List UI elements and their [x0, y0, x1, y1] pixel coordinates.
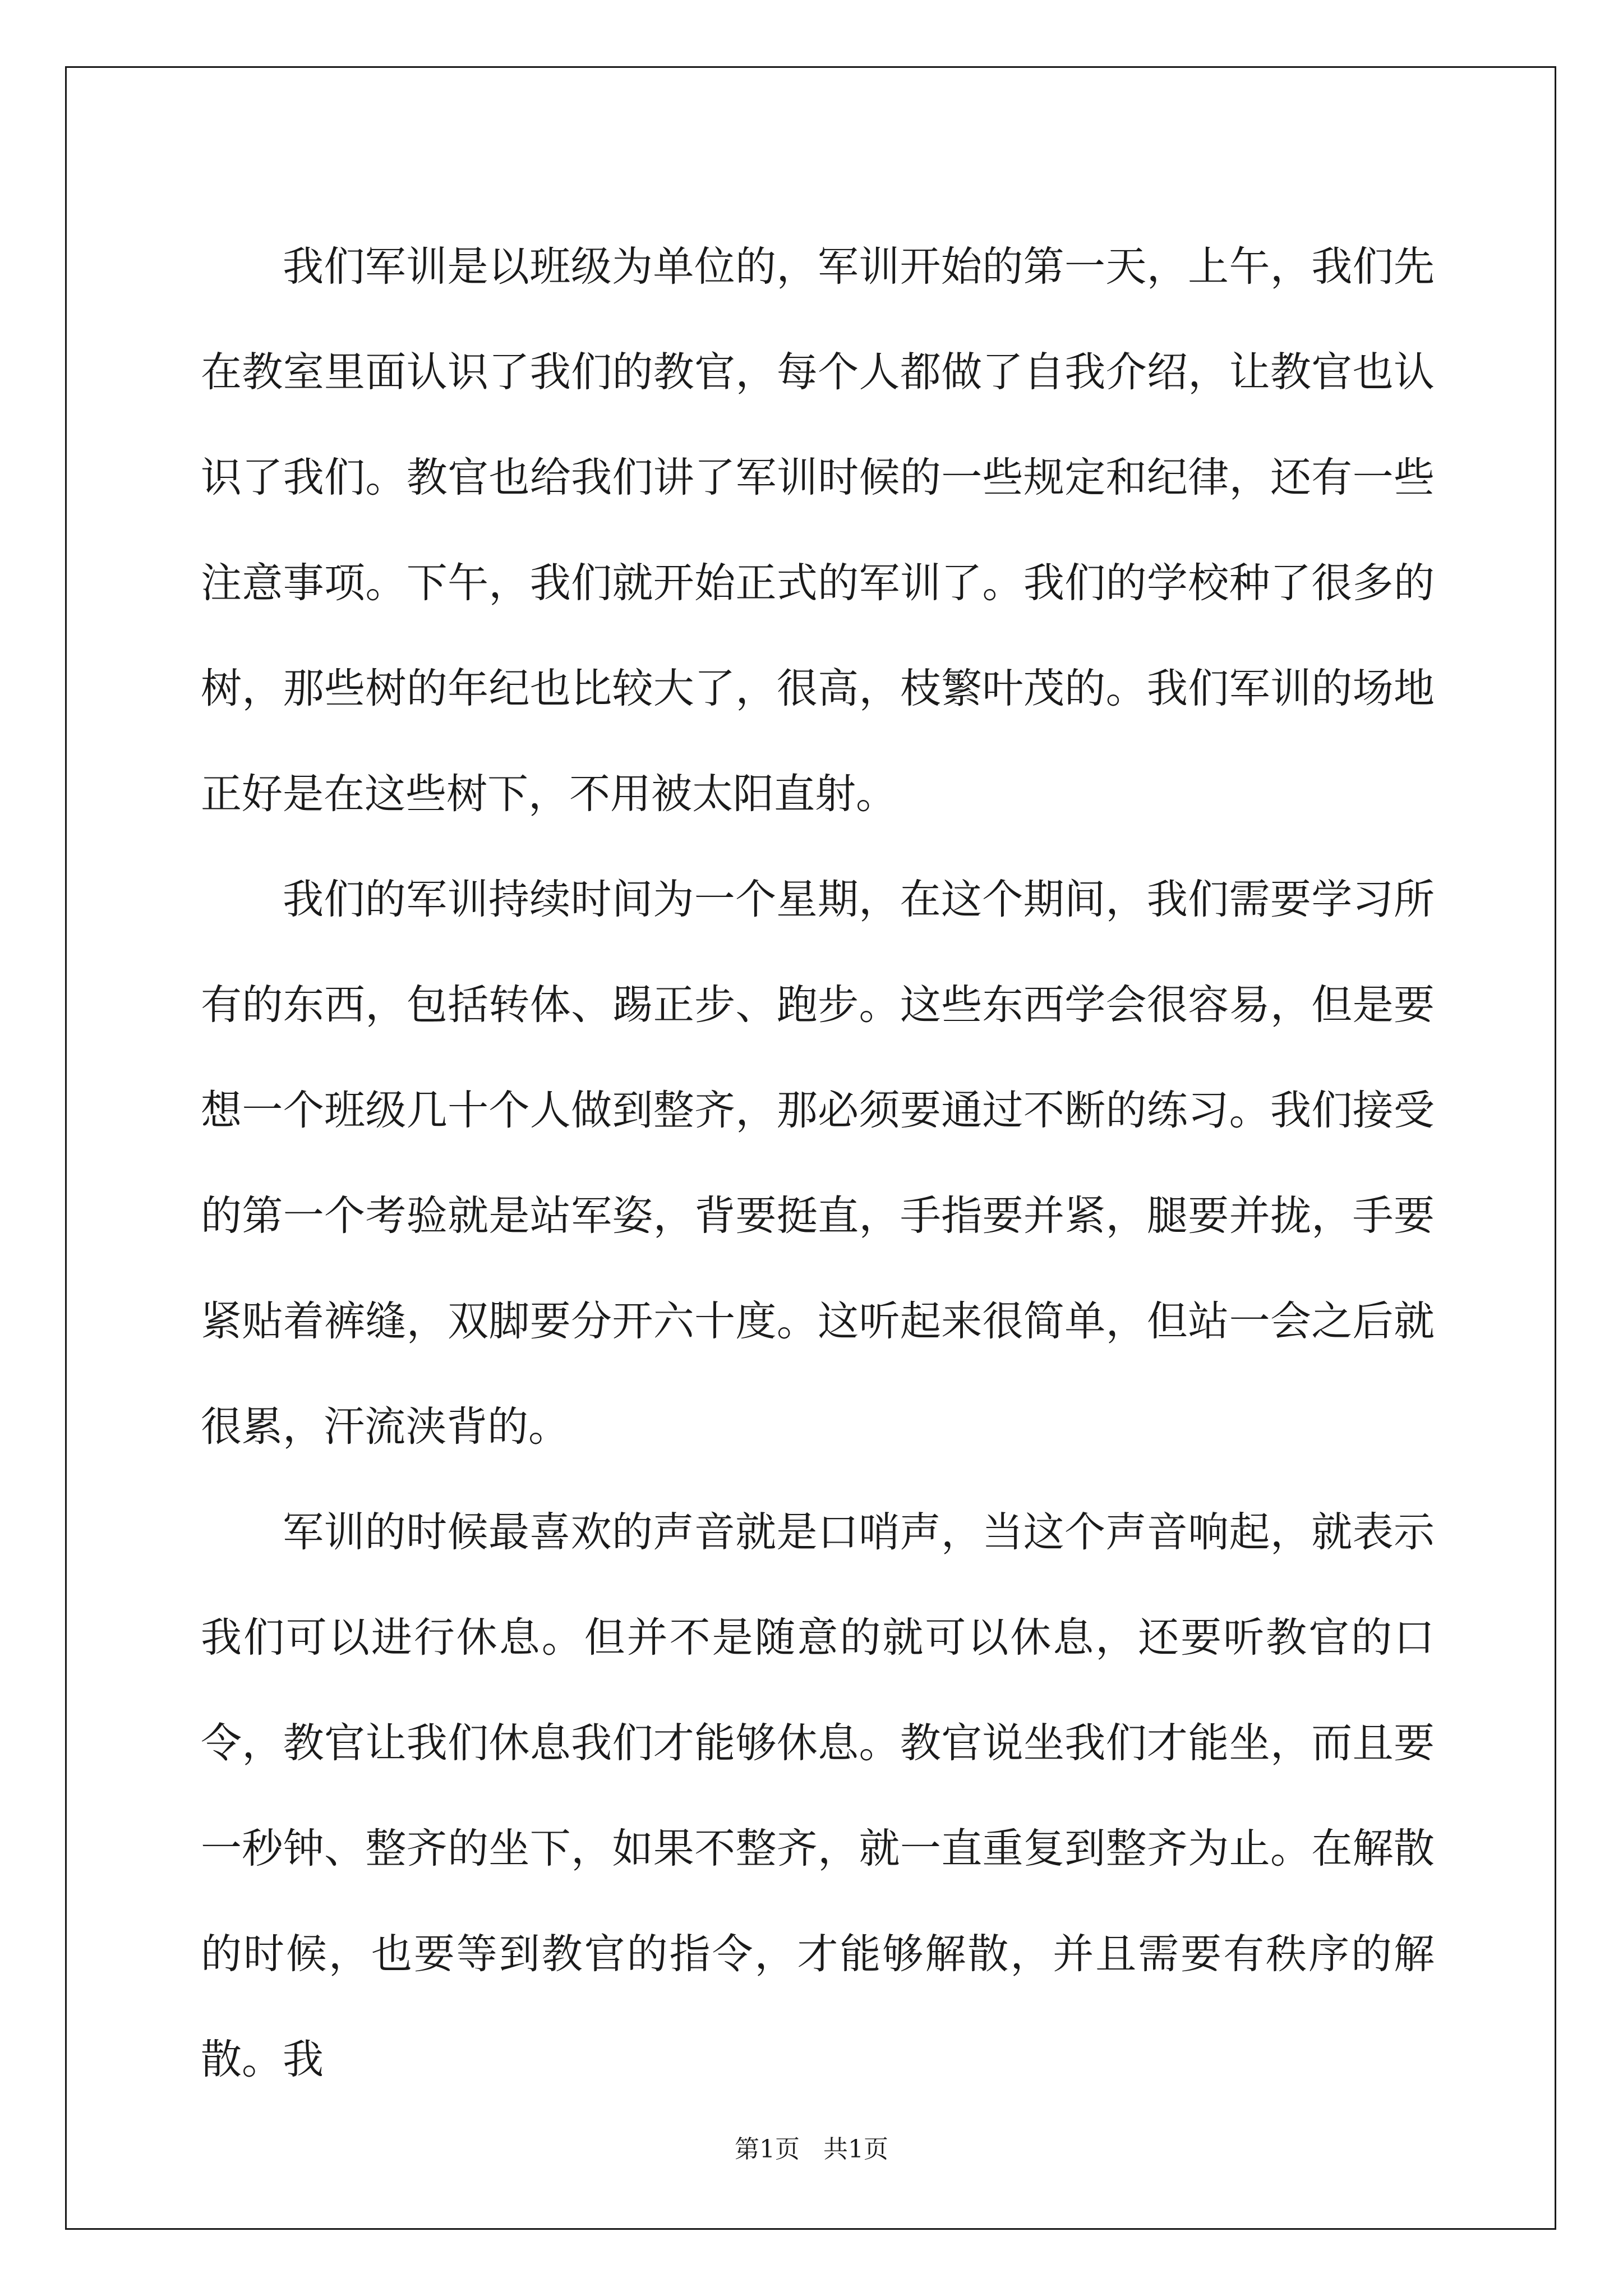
paragraph-2: 我们的军训持续时间为一个星期，在这个期间，我们需要学习所有的东西，包括转体、踢正步、跑步。这些东西学会很容易，但是要想一个班级几十个人做到整齐，那必须要通过不断的练习。我们接受的第一个考验就是站军姿，背要挺直，手指要并紧，腿要并拢，手要紧贴着裤缝，双脚要分开六十度。这听起来很简单，但站一会之后就很累，汗流浃背的。 [201, 876, 1435, 1451]
page-number-footer: 第1页 共1页 [735, 2135, 888, 2164]
document-body [201, 214, 1435, 2113]
paragraph-1: 我们军训是以班级为单位的，军训开始的第一天，上午，我们先在教室里面认识了我们的教官，每个人都做了自我介绍，让教官也认识了我们。教官也给我们讲了军训时候的一些规定和纪律，还有一些注意事项。下午，我们就开始正式的军训了。我们的学校种了很多的树，那些树的年纪也比较大了，很高，枝繁叶茂的。我们军训的场地正好是在这些树下，不用被太阳直射。 [201, 243, 1435, 818]
paragraph-3: 军训的时候最喜欢的声音就是口哨声，当这个声音响起，就表示我们可以进行休息。但并不是随意的就可以休息，还要听教官的口令，教官让我们休息我们才能够休息。教官说坐我们才能坐，而且要一秒钟、整齐的坐下，如果不整齐，就一直重复到整齐为止。在解散的时候，也要等到教官的指令，才能够解散，并且需要有秩序的解散。我 [201, 1508, 1435, 2083]
